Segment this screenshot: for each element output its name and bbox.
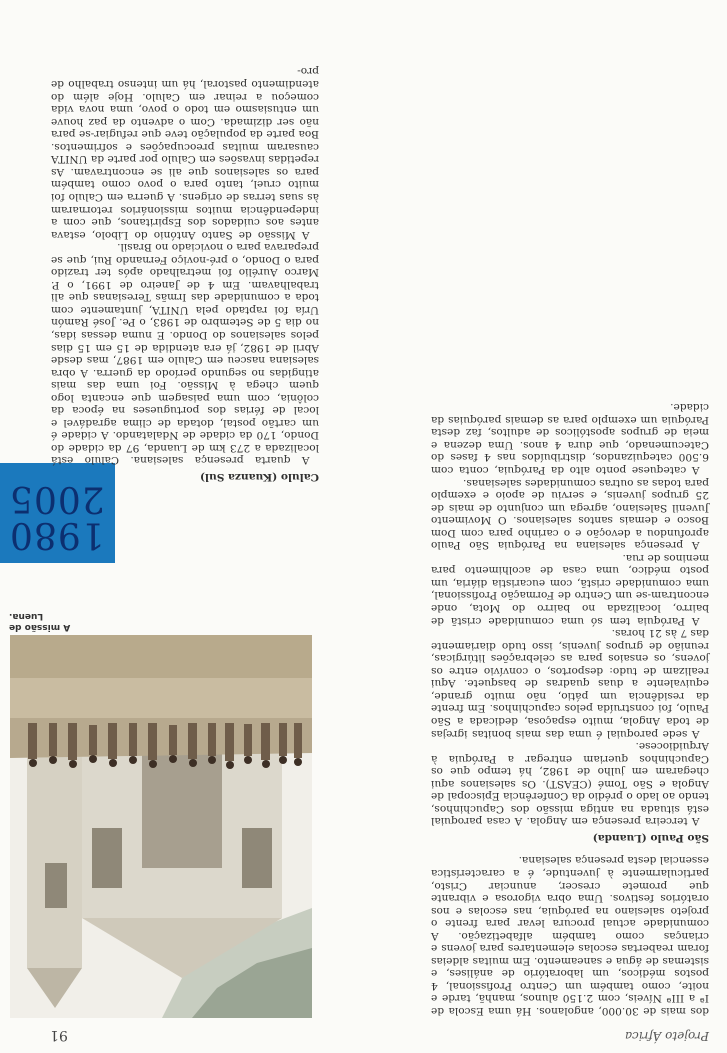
paragraph: A Paróquia tem só uma comunidade cristã de bairro, localizada no bairro do Mota, onde encontram-se um Centro de Formação Profissional, uma comunidade cristã, com eucaristia diária, um posto médico, uma casa de acolhimento para meninos de rua. <box>431 551 709 627</box>
paragraph: A presença salesiana na Paróquia São Paulo aprofundou a devoção e o carinho para com Dom Bosco e demais santos salesianos. O Movimento Juvenil Salesiano, agrega um conjunto de mais de 25 grupos juvenis, e serviu de apoio e exemplo para todas as outras comunidades salesianas. <box>431 476 709 552</box>
right-text-column <box>51 65 319 483</box>
paragraph: A terceira presença em Angola. A casa paroquial está situada na antiga missão dos Capuchinhos, tendo ao lado o prédio da Conferência Episcopal de Angola e São Tomé (CEAST). Os salesianos aqui chegaram em julho de 1982, há tempo que os Capuchinhos queriam entregar a Paróquia à Arquidiocese. <box>431 740 709 828</box>
badge-year-start: 1980 <box>9 514 105 555</box>
page-number: 91 <box>50 1027 68 1043</box>
mission-photo <box>10 635 312 1018</box>
photo-caption: A missão de Luena. <box>9 611 71 632</box>
paragraph: A sede paroquial é uma das mais bonitas igrejas de toda Angola, muito espaçosa, dedicada a São Paulo, foi construída pelos capuchinhos. Em frente da residência um pátio, não muito grande, equivalente a duas quadras de basquete. Aqui realizam de tudo: desportos, o convívio entre os jovens, os ensaios para as celebrações litúrgicas, reunião de grupos juvenis, isso tudo diariamente das 7 às 21 horas. <box>431 627 709 740</box>
page-header <box>20 1025 709 1043</box>
left-text-column <box>431 401 709 1017</box>
church-illustration <box>10 635 312 1018</box>
running-title: Projeto África <box>624 1029 709 1043</box>
paragraph: A catequese ponto alto da Paróquia, conta com 6.500 catequizandos, distribuídos nas 4 fases do Catecumenado, que dura 4 anos. Uma dezena e meia de grupos apostólicos de adultos, faz desta Paróquia um exemplo para as demais paróquias da cidade. <box>431 401 709 477</box>
section-heading: São Paulo (Luanda) <box>592 831 709 844</box>
section-heading: Calulo (Kuanza Sul) <box>199 471 319 483</box>
paragraph: A quarta presença salesiana. Calulo está localizada a 273 km de Luanda, 97 da cidade do Dondo, 170 da cidade de Ndalatando. A cidade é um cartão postal, dotada de clima agradável e local de férias dos portugueses na época da colônia, com uma paisagem que encanta logo quem chega à Missão. Foi uma das mais atingidas no segundo período da guerra. A obra salesiana nasceu em Calulo em 1987, mas desde Abril de 1982, já era atendida de 15 em 15 dias pelos salesianos do Dondo. E numa dessas idas, no dia 5 de Setembro de 1983, o Pe. José Ramón Uría foi raptado pela UNITA, juntamente com toda a comunidade das Irmãs Teresianas que ali trabalhavam. Em 4 de Janeiro de 1991, o P. Marco Aurélio foi metralhado após ter trazido para o Dondo, o pré-noviço Fernando Rui, que se preparava para o noviciado no Brasil. <box>51 241 319 467</box>
badge-year-end: 2005 <box>9 478 105 519</box>
paragraph: A Missão de Santo António do Libolo, estava antes aos cuidados dos Espiritanos, que com a independência muitos missionários retornaram às suas terras de origens. A guerra em Calulo foi muito cruel, tanto para o povo como também para os salesianos que ali se encontravam. As repetidas invasões em Calulo por parte da UNITA causaram muitas preocupações e sofrimentos. Boa parte da população teve que refugiar-se para não ser dizimada. Com o advento da paz houve um entusiasmo em todo o povo, uma nova vida começou a reinar em Calulo. Hoje além do atendimento pastoral, há um intenso trabalho de pro- <box>51 65 319 241</box>
paragraph: dos mais de 30.000, angolanos. Há uma Escola de Iª a IIIª Níveis, com 2.150 alunos, manhã, tarde e noite, como também um Centro Profissional, 4 postos médicos, um laboratório de análises, e sistemas de água e saneamento. Em muitas aldeias foram reabertas escolas elementares para jovens e crianças como também alfabetização. A comunidade actual procura levar para frente o projeto salesiano na paróquia, nas escolas e nos oratórios festivos. Uma obra vigorosa e vibrante que promete crescer, anunciar Cristo, particularmente à juventude, é a característica essencial desta presença salesiana. <box>431 854 709 1017</box>
